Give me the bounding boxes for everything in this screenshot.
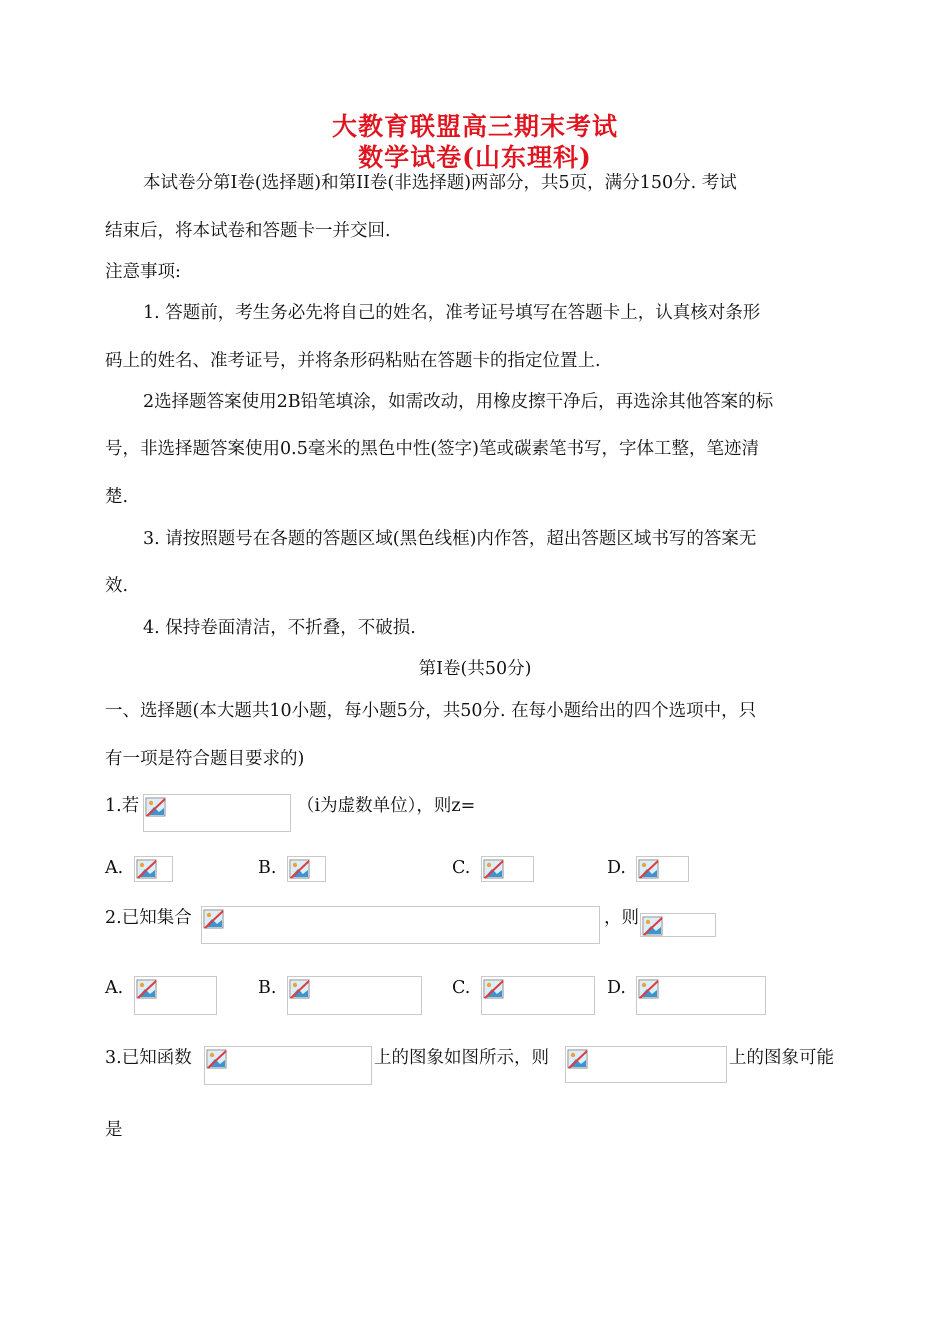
q1-suffix: （i为虚数单位），则z=	[297, 796, 476, 816]
note-2-line-2: 号，非选择题答案使用0.5毫米的黑色中性(签字)笔或碳素笔书写，字体工整，笔迹清	[105, 439, 759, 459]
q2-option-b-image	[287, 976, 422, 1015]
exam-title: 大教育联盟高三期末考试	[331, 112, 618, 141]
q3-suffix: 上的图象可能	[729, 1048, 834, 1068]
q2-option-c-image	[481, 976, 595, 1015]
note-2-line-3: 楚.	[105, 487, 129, 507]
q1-formula-image	[143, 794, 291, 832]
q3-function-image	[204, 1046, 372, 1085]
q1-option-a-image	[134, 856, 173, 882]
q3-end: 是	[105, 1120, 123, 1140]
section-heading: 第Ⅰ卷(共50分)	[418, 659, 532, 679]
q1-option-b-image	[287, 856, 326, 882]
q2-option-d-label: D.	[607, 978, 626, 998]
intro-line-2: 结束后，将本试卷和答题卡一并交回.	[105, 221, 391, 241]
broken-image-icon	[206, 1048, 228, 1070]
broken-image-icon	[289, 858, 311, 880]
q2-option-c-label: C.	[452, 978, 471, 998]
broken-image-icon	[483, 858, 505, 880]
q1-option-a-label: A.	[105, 858, 124, 878]
note-1-line-2: 码上的姓名、准考证号，并将条形码粘贴在答题卡的指定位置上.	[105, 351, 601, 371]
exam-subtitle: 数学试卷(山东理科)	[358, 143, 592, 172]
q3-second-function-image	[565, 1046, 727, 1083]
q1-option-c-label: C.	[452, 858, 471, 878]
broken-image-icon	[136, 858, 158, 880]
q2-prefix: 2.已知集合	[105, 908, 192, 928]
q2-option-b-label: B.	[258, 978, 277, 998]
q2-option-a-label: A.	[105, 978, 124, 998]
q1-prefix: 1.若	[105, 796, 140, 816]
note-2-line-1: 2选择题答案使用2B铅笔填涂，如需改动，用橡皮擦干净后，再选涂其他答案的标	[143, 392, 774, 412]
q1-option-c-image	[481, 856, 534, 882]
note-4: 4. 保持卷面清洁，不折叠，不破损.	[143, 618, 416, 638]
q1-option-d-label: D.	[607, 858, 626, 878]
note-3-line-1: 3. 请按照题号在各题的答题区域(黑色线框)内作答，超出答题区域书写的答案无	[143, 529, 757, 549]
note-3-line-2: 效.	[105, 576, 129, 596]
section-instructions-line-1: 一、选择题(本大题共10小题，每小题5分，共50分. 在每小题给出的四个选项中，只	[105, 701, 757, 721]
broken-image-icon	[145, 796, 167, 818]
broken-image-icon	[203, 908, 225, 930]
q2-set-image	[201, 906, 600, 944]
note-1-line-1: 1. 答题前，考生务必先将自己的姓名，准考证号填写在答题卡上，认真核对条形	[143, 303, 761, 323]
broken-image-icon	[638, 858, 660, 880]
notes-heading: 注意事项:	[105, 262, 181, 282]
q1-option-b-label: B.	[258, 858, 277, 878]
broken-image-icon	[136, 978, 158, 1000]
broken-image-icon	[483, 978, 505, 1000]
broken-image-icon	[638, 978, 660, 1000]
q2-suffix: ，则	[604, 908, 639, 928]
q2-expression-image	[640, 913, 716, 937]
q3-middle: 上的图象如图所示，则	[374, 1048, 549, 1068]
broken-image-icon	[567, 1048, 589, 1070]
q2-option-a-image	[134, 976, 217, 1015]
broken-image-icon	[289, 978, 311, 1000]
q2-option-d-image	[636, 976, 766, 1015]
broken-image-icon	[642, 915, 664, 937]
intro-line-1: 本试卷分第Ⅰ卷(选择题)和第II卷(非选择题)两部分，共5页，满分150分. 考试	[143, 173, 737, 193]
q1-option-d-image	[636, 856, 689, 882]
q3-prefix: 3.已知函数	[105, 1048, 192, 1068]
section-instructions-line-2: 有一项是符合题目要求的)	[105, 749, 305, 769]
